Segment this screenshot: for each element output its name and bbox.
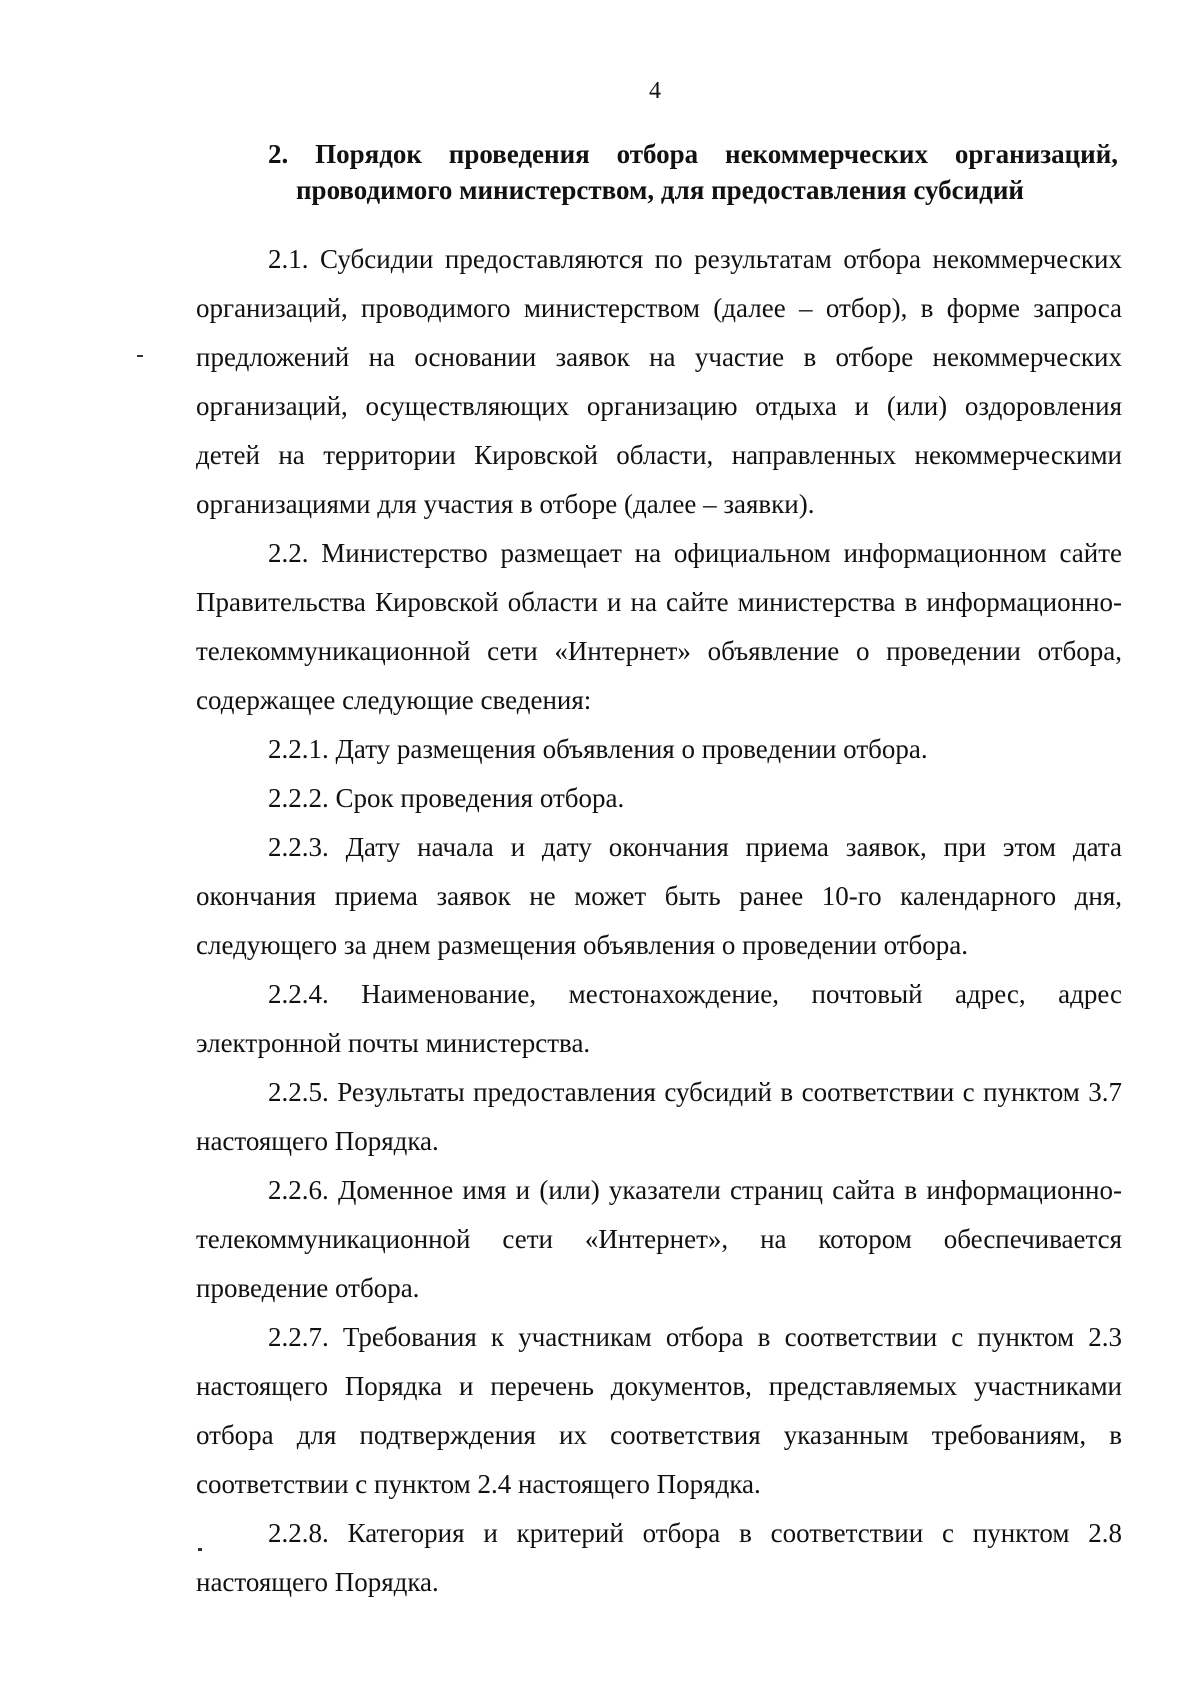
document-body — [196, 235, 1122, 1607]
paragraph-2-2-8: 2.2.8. Категория и критерий отбора в соответствии с пунктом 2.8 настоящего Порядка. — [196, 1518, 1122, 1597]
paragraph-2-2-3: 2.2.3. Дату начала и дату окончания приема заявок, при этом дата окончания приема заявок не может быть ранее 10-го календарного дня, следующего за днем размещения объявления о проведении отбора. — [196, 832, 1122, 960]
paragraph-2-2: 2.2. Министерство размещает на официальном информационном сайте Правительства Кировской области и на сайте министерства в информационно-телекоммуникационной сети «Интернет» объявление о проведении отбора, содержащее следующие сведения: — [196, 538, 1122, 715]
section-heading-line-1: 2. Порядок проведения отбора некоммерческих организаций, — [268, 139, 1118, 169]
paragraph-2-2-1: 2.2.1. Дату размещения объявления о проведении отбора. — [268, 734, 928, 764]
paragraph-2-2-5: 2.2.5. Результаты предоставления субсидий в соответствии с пунктом 3.7 настоящего Порядка. — [196, 1077, 1122, 1156]
section-heading — [268, 136, 1118, 208]
paragraph-2-2-7: 2.2.7. Требования к участникам отбора в соответствии с пунктом 2.3 настоящего Порядка и перечень документов, представляемых участниками отбора для подтверждения их соответствия указанным требованиям, в соответствии с пунктом 2.4 настоящего Порядка. — [196, 1322, 1122, 1499]
page-number: 4 — [649, 78, 661, 104]
scan-artifact-mark — [198, 1548, 202, 1551]
paragraph-2-2-4: 2.2.4. Наименование, местонахождение, почтовый адрес, адрес электронной почты министерства. — [196, 979, 1122, 1058]
section-heading-line-2: проводимого министерством, для предоставления субсидий — [296, 175, 1024, 205]
paragraph-2-2-6: 2.2.6. Доменное имя и (или) указатели страниц сайта в информационно-телекоммуникационной сети «Интернет», на котором обеспечивается проведение отбора. — [196, 1175, 1122, 1303]
scan-artifact-mark — [137, 355, 143, 357]
paragraph-2-2-2: 2.2.2. Срок проведения отбора. — [268, 783, 625, 813]
paragraph-2-1: 2.1. Субсидии предоставляются по результатам отбора некоммерческих организаций, проводимого министерством (далее – отбор), в форме запроса предложений на основании заявок на участие в отборе некоммерческих организаций, осуществляющих организацию отдыха и (или) оздоровления детей на территории Кировской области, направленных некоммерческими организациями для участия в отборе (далее – заявки). — [196, 244, 1122, 519]
